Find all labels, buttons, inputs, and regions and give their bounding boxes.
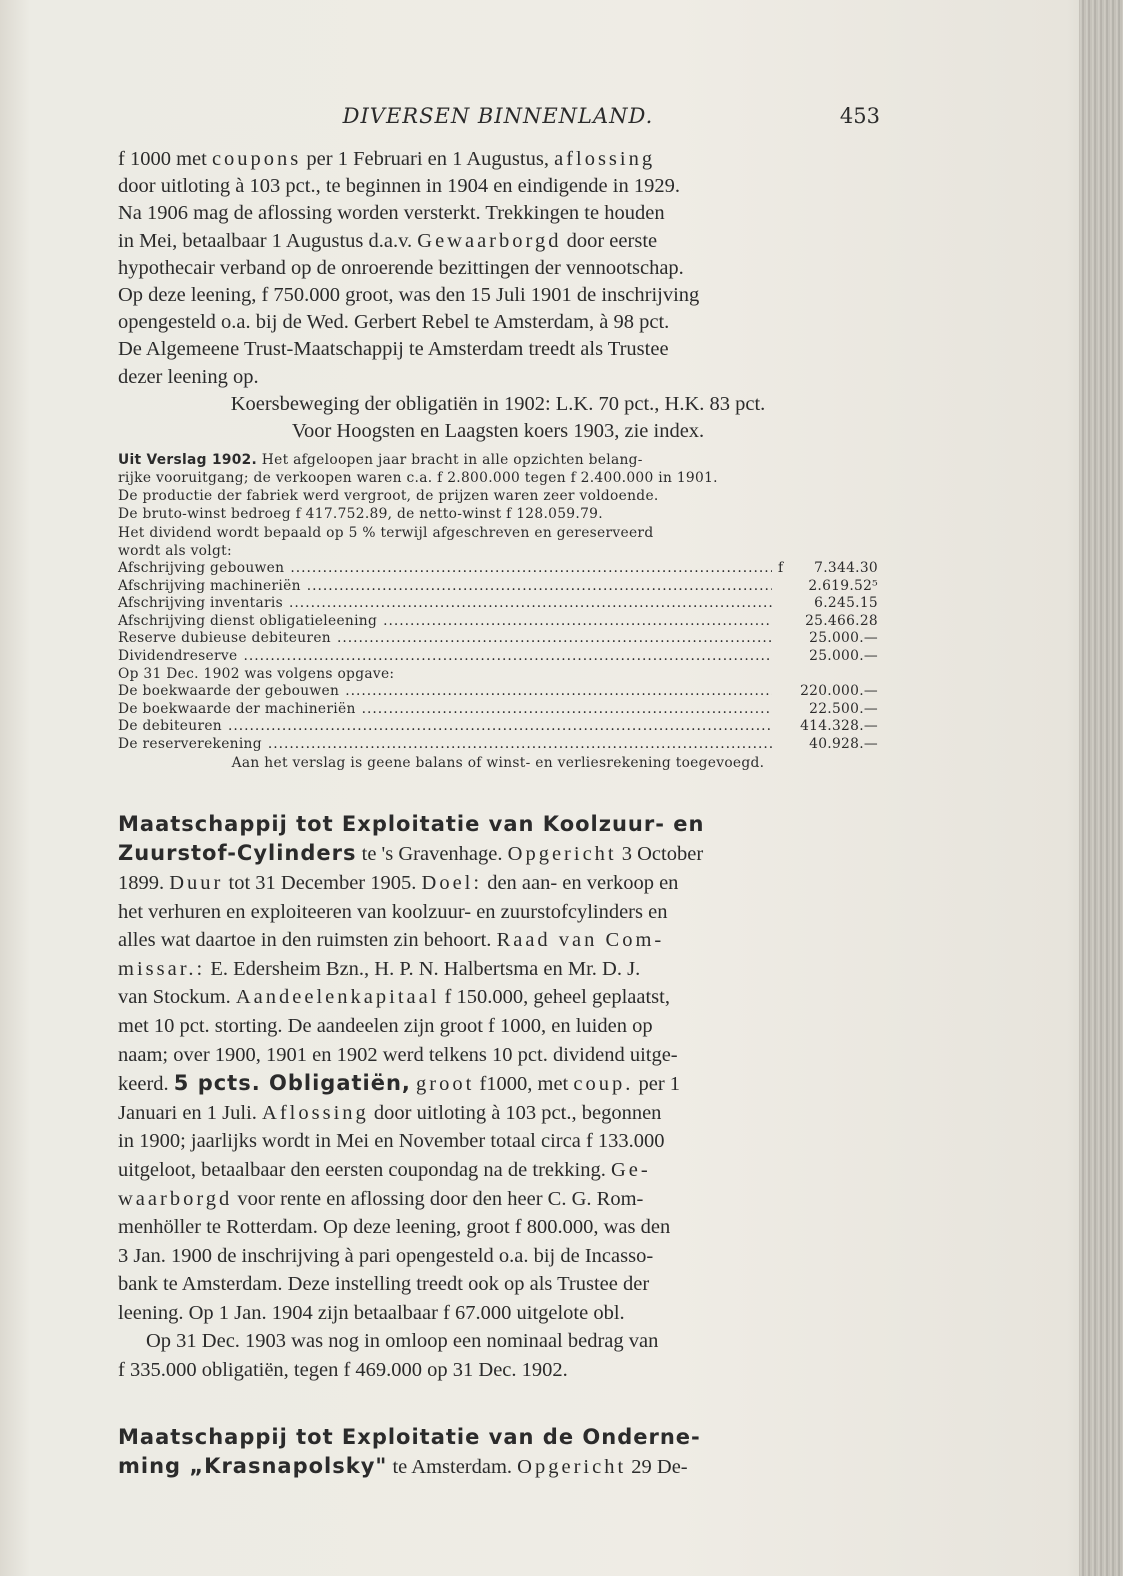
text-run: te Amsterdam. [387,1456,518,1479]
spaced-term: coup. [573,1073,634,1096]
row-label: Afschrijving dienst obligatieleening [118,612,378,629]
verslag-label: Uit Verslag 1902. [118,451,258,468]
company-heading-cont: Zuurstof-Cylinders [118,841,357,866]
text-line: naam; over 1900, 1901 en 1902 werd telkens 10 pct. dividend uitge- [118,1043,678,1066]
text-line: f 335.000 obligatiën, tegen f 469.000 op 31 Dec. 1902. [118,1359,568,1382]
spaced-term: Gewaarborgd [417,229,562,252]
text-run: voor rente en aflossing door den heer C. G. Rom- [232,1187,644,1210]
text-run: door eerste [561,229,658,252]
spaced-term: coupons [211,148,302,170]
leader-dots [307,578,772,596]
row-value: 25.466.28 [805,612,878,629]
text-line: Na 1906 mag de aflossing worden versterkt. Trekkingen te houden [118,202,665,225]
leader-dots [228,718,772,736]
text-line: het verhuren en exploiteeren van koolzuur- en zuurstofcylinders en [118,900,668,923]
row-label: Afschrijving machineriën [118,577,301,594]
text-line: leening. Op 1 Jan. 1904 zijn betaalbaar f 67.000 uitgelote obl. [118,1301,625,1324]
page-number: 453 [839,104,880,128]
spaced-term: aflossing [554,148,656,170]
section-koolzuur [118,810,878,1328]
koers-line: Koersbeweging der obligatiën in 1902: L.K. 70 pct., H.K. 83 pct. [230,392,766,415]
table-row [118,683,878,701]
spaced-term: missar.: [118,957,206,980]
text-line: 3 Jan. 1900 de inschrijving à pari opengesteld o.a. bij de Incasso- [118,1244,654,1267]
table-row [118,701,878,719]
row-label: De reserverekening [118,735,262,752]
row-label: Afschrijving gebouwen [118,560,285,577]
company-heading: Maatschappij tot Exploitatie van Koolzuur- en [118,811,705,836]
spaced-term: waarborgd [118,1187,233,1210]
leader-dots [243,648,772,666]
table-row [118,666,878,684]
page-body [118,146,878,1482]
table-row [118,560,878,578]
outstanding-paragraph-cont [118,1356,878,1385]
spaced-term: groot [416,1073,475,1096]
allocation-table [118,560,878,754]
text-run: f1000, met [474,1073,574,1096]
leader-dots [268,736,772,754]
leader-dots [337,630,772,648]
table-row [118,595,878,613]
row-label: Dividendreserve [118,648,238,665]
text-line: bank te Amsterdam. Deze instelling treedt ook op als Trustee der [118,1273,650,1296]
text-run: uitgeloot, betaalbaar den eersten coupondag na de trekking. [118,1158,611,1181]
text-run: f 150.000, geheel geplaatst, [439,986,670,1009]
verslag-section [118,451,878,772]
row-label: De debiteuren [118,718,222,735]
spaced-term: Opgericht [507,843,617,866]
text-line: De productie der fabriek werd vergroot, de prijzen waren zeer voldoende. [118,488,659,505]
text-run: tot 31 December 1905. [223,871,422,894]
text-run: door uitloting à 103 pct., begonnen [368,1101,662,1124]
bond-paragraph [118,146,878,391]
row-value: 22.500.— [809,700,878,717]
row-value: 414.328.— [800,718,878,735]
text-run: 3 October [616,843,704,866]
index-line: Voor Hoogsten en Laagsten koers 1903, zie index. [291,419,705,442]
outstanding-paragraph [118,1327,878,1356]
page-edge [1079,0,1123,1576]
text-line: in 1900; jaarlijks wordt in Mei en November totaal circa f 133.000 [118,1130,665,1153]
row-label: De boekwaarde der machineriën [118,700,356,717]
text-line: Op deze leening, f 750.000 groot, was den 15 Juli 1901 de inschrijving [118,284,700,307]
spaced-term: Opgericht [517,1456,627,1479]
row-value: 2.619.52⁵ [808,577,878,594]
row-value: 7.344.30 [814,560,878,577]
text-run: Het afgeloopen jaar bracht in alle opzichten belang- [257,451,643,468]
spaced-term: Doel: [421,871,483,894]
table-row [118,718,878,736]
text-line: met 10 pct. storting. De aandeelen zijn groot f 1000, en luiden op [118,1014,653,1037]
verslag-closing: Aan het verslag is geene balans of winst- en verliesrekening toegevoegd. [231,754,765,771]
spaced-term: Raad van Com- [496,929,665,952]
running-title: DIVERSEN BINNENLAND. [342,104,654,128]
table-row [118,630,878,648]
text-run: te 's Gravenhage. [356,843,508,866]
table-row [118,578,878,596]
text-line: door uitloting à 103 pct., te beginnen in 1904 en eindigende in 1929. [118,175,680,198]
text-run: den aan- en verkoop en [482,871,679,894]
table-row [118,648,878,666]
spaced-term: Duur [169,871,224,894]
text-run: keerd. [118,1073,174,1096]
text-line: De Algemeene Trust-Maatschappij te Amsterdam treedt als Trustee [118,338,669,361]
text-line: menhöller te Rotterdam. Op deze leening, groot f 800.000, was den [118,1216,671,1239]
leader-dots [362,701,772,719]
text-line: hypothecair verband op de onroerende bezittingen der vennootschap. [118,256,684,279]
row-value: 25.000.— [809,648,878,665]
section-krasnapolsky [118,1423,878,1482]
company-heading-cont: ming „Krasnapolsky" [118,1454,388,1479]
leader-dots [345,683,772,701]
row-label: Reserve dubieuse debiteuren [118,630,331,647]
text-run: 29 De- [626,1456,688,1479]
leader-dots [290,560,772,578]
row-value: 25.000.— [809,630,878,647]
text-line: Op 31 Dec. 1903 was nog in omloop een nominaal bedrag van [146,1330,659,1353]
spaced-term: Ge- [610,1158,651,1181]
text-run: per 1 Februari en 1 Augustus, [301,148,555,170]
row-value: 40.928.— [809,735,878,752]
text-run: Januari en 1 Juli. [118,1101,263,1124]
company-heading: Maatschappij tot Exploitatie van de Onderne- [118,1424,701,1449]
text-run: in Mei, betaalbaar 1 Augustus d.a.v. [118,229,418,252]
text-line: Het dividend wordt bepaald op 5 % terwijl afgeschreven en gereserveerd [118,524,654,541]
text-run: E. Edersheim Bzn., H. P. N. Halbertsma en Mr. D. J. [205,957,641,980]
verslag-text [118,451,878,560]
text-line: dezer leening op. [118,365,259,388]
text-line: opengesteld o.a. bij de Wed. Gerbert Rebel te Amsterdam, à 98 pct. [118,311,670,334]
running-header [118,104,878,134]
leader-dots [383,613,772,631]
row-label: De boekwaarde der gebouwen [118,683,340,700]
text-line: rijke vooruitgang; de verkoopen waren c.a. f 2.800.000 tegen f 2.400.000 in 1901. [118,470,718,487]
text-run: per 1 [633,1073,681,1096]
table-row [118,613,878,631]
text-run: van Stockum. [118,986,236,1009]
row-label: Afschrijving inventaris [118,595,284,612]
row-label: Op 31 Dec. 1902 was volgens opgave: [118,665,395,682]
text-line: wordt als volgt: [118,542,232,559]
currency: f [778,560,784,577]
spaced-term: Aflossing [262,1101,369,1124]
text-run: f 1000 met [118,148,212,170]
leader-dots [289,595,772,613]
row-value: 6.245.15 [814,595,878,612]
row-value: 220.000.— [800,683,878,700]
text-run: alles wat daartoe in den ruimsten zin behoort. [118,929,497,952]
text-run: 1899. [118,871,170,894]
text-line: De bruto-winst bedroeg f 417.752.89, de netto-winst f 128.059.79. [118,506,603,523]
table-row [118,736,878,754]
bond-heading: 5 pcts. Obligatiën, [173,1071,411,1096]
spaced-term: Aandeelenkapitaal [235,986,440,1009]
